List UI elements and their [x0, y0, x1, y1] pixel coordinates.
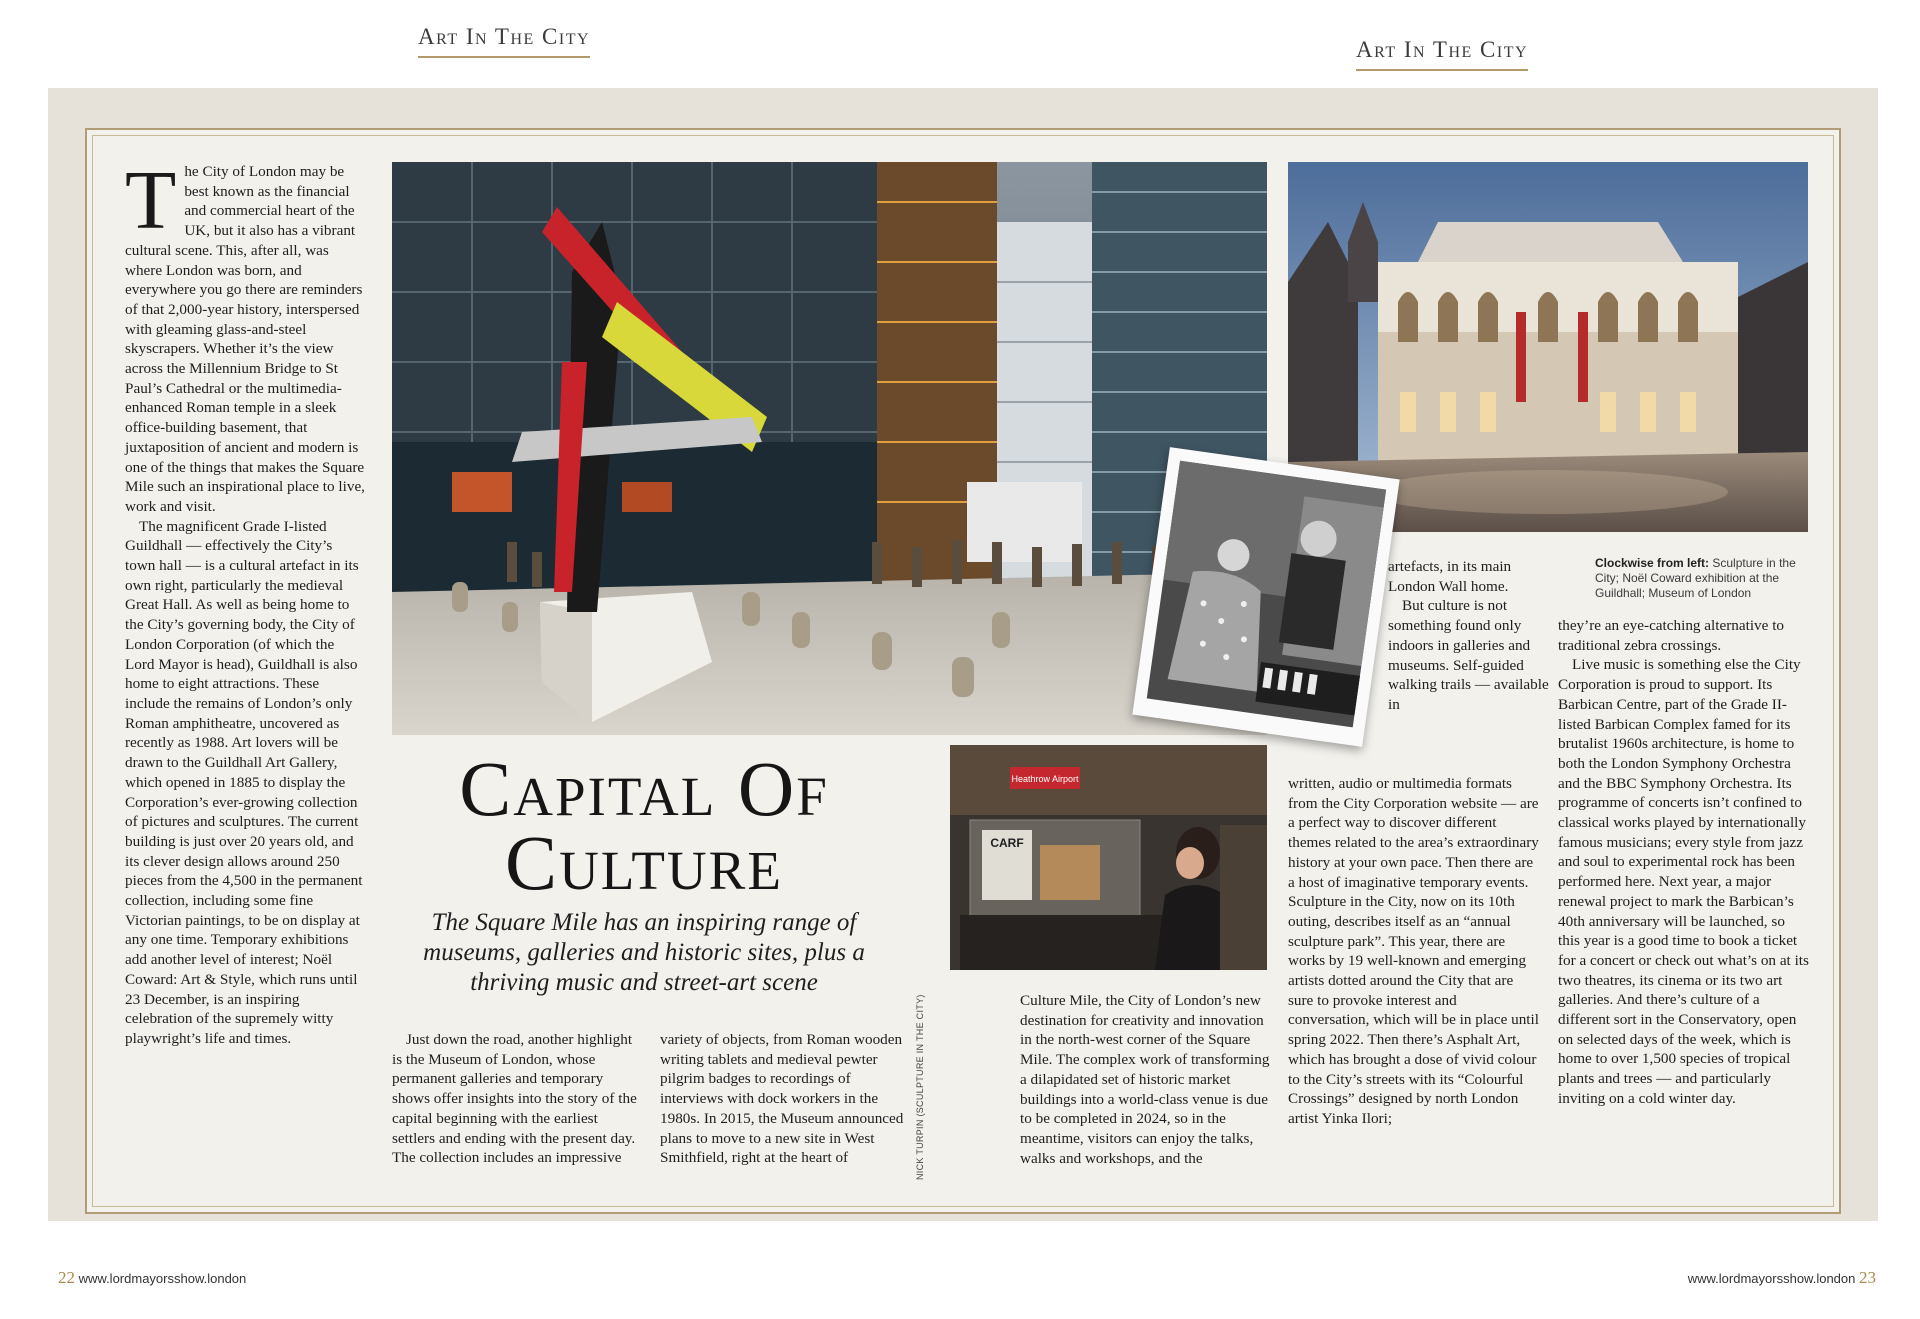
- crossings-cont: they’re an eye-catching alternative to traditional zebra crossings.: [1558, 617, 1785, 654]
- footer-url-right[interactable]: www.lordmayorsshow.london: [1687, 1271, 1856, 1286]
- page-number-left: 22: [58, 1268, 75, 1287]
- museum-paragraph-cont: variety of objects, from Roman wooden writing tablets and medieval pewter pilgrim badges to recordings of interviews with dock workers in the 1980s. In 2015, the Museum announced plans to move to a new site in West Smithfield, right at the heart of: [660, 1031, 904, 1167]
- sculpture-photo: [392, 162, 1267, 735]
- caption-text: Sculpture in the City; Noël Coward exhibition at the Guildhall; Museum of London: [1595, 556, 1796, 600]
- column-5-top: [1388, 557, 1558, 715]
- column-3: [660, 1030, 910, 1168]
- live-music-paragraph: Live music is something else the City Corporation is proud to support. Its Barbican Centre, part of the Grade II-listed Barbican Complex famed for its brutalist 1960s architecture, is home to both the London Symphony Orchestra and the BBC Symphony Orchestra. Its programme of concerts isn’t confined to classical works played by internationally famous musicians; every style from jazz and soul to experimental rock has been performed here. Next year, a major renewal project to mark the Barbican’s 40th anniversary will be launched, so this year is a good time to book a ticket for a concert or check out what’s on at its two theatres, its cinema or its two art galleries. And there’s culture of a different sort in the Conservatory, open on selected days of the week, which is home to over 1,500 species of tropical plants and trees — and particularly inviting on a cold winter day.: [1558, 656, 1809, 1107]
- column-4: [1020, 991, 1270, 1168]
- sculpture-paragraph: written, audio or multimedia formats from the City Corporation website — are a perfect way to discover different themes related to the area’s extraordinary history at your own pace. Then there are a host of imaginative temporary events. Sculpture in the City, now on its 10th outing, describes itself as an “annual sculpture park”. This year, there are works by 19 well-known and emerging artists dotted around the City that are sure to provoke interest and conversation, which will be in place until spring 2022. Then there’s Asphalt Art, which has brought a dose of vivid colour to the City’s streets with its “Colourful Crossings” designed by north London artist Yinka Ilori;: [1288, 775, 1539, 1127]
- museum-photo: [950, 745, 1267, 970]
- footer-right: [1688, 1268, 1876, 1288]
- headline-line-1: Capital Of: [459, 745, 829, 832]
- noel-coward-photo: [1132, 447, 1399, 747]
- page-number-right: 23: [1859, 1268, 1876, 1287]
- drop-cap: T: [125, 154, 177, 247]
- museum-sign-text: Heathrow Airport: [1011, 774, 1079, 784]
- intro-paragraph: The City of London may be best known as the financial and commercial heart of the UK, but it also has a vibrant cultural scene. This, after all, was where London was born, and everywhere you go there are reminders of that 2,000-year history, interspersed with gleaming glass-and-steel skyscrapers. Whether it’s the view across the Millennium Bridge to St Paul’s Cathedral or the multimedia-enhanced Roman temple in a sleek office-building basement, that juxtaposition of ancient and modern is one of the things that makes the Square Mile such an inspirational place to live, work and visit.: [125, 154, 365, 515]
- culture-mile-paragraph: Culture Mile, the City of London’s new destination for creativity and innovation in the north-west corner of the Square Mile. The complex work of transforming a dilapidated set of historic market buildings into a world-class venue is due to be completed in 2024, so in the meantime, visitors can enjoy the talks, walks and workshops, and the: [1020, 992, 1270, 1167]
- caption-lead: Clockwise from left:: [1595, 556, 1710, 570]
- photo-caption: [1595, 556, 1805, 601]
- headline: [388, 745, 900, 906]
- headline-line-2: Culture: [505, 819, 783, 906]
- column-5: [1288, 774, 1540, 1129]
- header-left-rule: [418, 56, 590, 58]
- footer-left: [58, 1268, 246, 1288]
- photo-credit: NICK TURPIN (SCULPTURE IN THE CITY): [915, 994, 925, 1180]
- museum-paragraph: Just down the road, another highlight is the Museum of London, whose permanent galleries and temporary shows offer insights into the story of the capital beginning with the earliest settlers and ending with the present day. The collection includes an impressive: [392, 1031, 637, 1167]
- header-right-rule: [1356, 69, 1528, 71]
- column-2: [392, 1030, 642, 1168]
- footer-url-left[interactable]: www.lordmayorsshow.london: [78, 1271, 247, 1286]
- header-right-text: Art In The City: [1356, 37, 1529, 62]
- standfirst: The Square Mile has an inspiring range of museums, galleries and historic sites, plus a thriving music and street-art scene: [423, 909, 865, 996]
- museum-poster-text: CARF: [990, 836, 1024, 850]
- header-left-text: Art In The City: [418, 24, 591, 49]
- running-header-right: [1356, 37, 1528, 71]
- running-header-left: [418, 24, 590, 58]
- column-6: [1558, 616, 1810, 1109]
- wall-home-text: artefacts, in its main London Wall home.: [1388, 558, 1512, 595]
- column-1: [125, 154, 365, 1049]
- guildhall-paragraph: The magnificent Grade I-listed Guildhall — effectively the City’s town hall — is a cultural artefact in its own right, particularly the medieval Great Hall. As well as being home to the City’s governing body, the City of London Corporation (of which the Lord Mayor is head), Guildhall is also home to eight attractions. These include the remains of London’s only Roman amphitheatre, uncovered as recently as 1988. Art lovers will be drawn to the Guildhall Art Gallery, which opened in 1885 to display the Corporation’s ever-growing collection of pictures and sculptures. The current building is just over 20 years old, and its clever design allows around 250 pieces from the 4,500 in the permanent collection, including some fine Victorian paintings, to be on display at any one time. Temporary exhibitions add another level of interest; Noël Coward: Art & Style, which runs until 23 December, is an inspiring celebration of the supremely witty playwright’s life and times.: [125, 517, 363, 1047]
- walking-trails-text: But culture is not something found only indoors in galleries and museums. Self-guided walking trails — available in: [1388, 597, 1549, 713]
